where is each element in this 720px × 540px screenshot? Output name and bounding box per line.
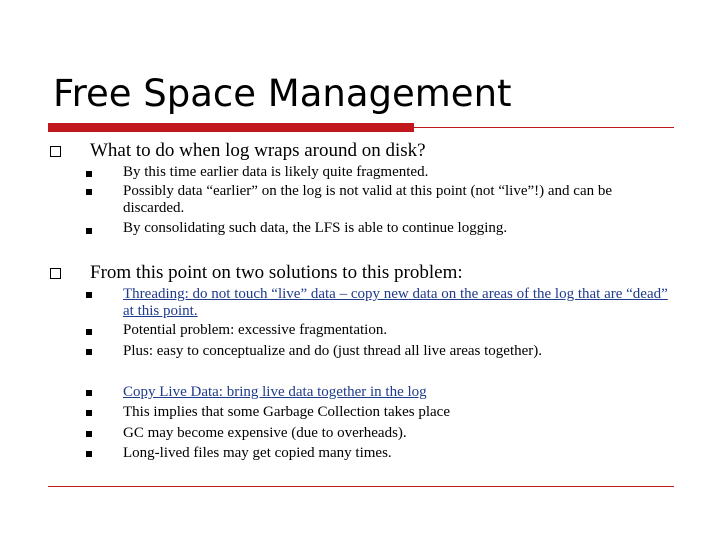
bullet-1-text: What to do when log wraps around on disk? (90, 140, 426, 161)
filled-square-bullet-icon (86, 451, 92, 457)
bullet-1-sub-1: By this time earlier data is likely quite fragmented. (123, 164, 429, 180)
filled-square-bullet-icon (86, 390, 92, 396)
hollow-square-bullet-icon (50, 268, 61, 279)
filled-square-bullet-icon (86, 431, 92, 437)
filled-square-bullet-icon (86, 349, 92, 355)
threading-link[interactable]: Threading: do not touch “live” data – copy new data on the areas of the log that are “dead” at this point. (123, 286, 668, 319)
hollow-square-bullet-icon (50, 146, 61, 157)
filled-square-bullet-icon (86, 292, 92, 298)
slide-title: Free Space Management (53, 72, 512, 115)
footer-rule (48, 486, 674, 487)
bullet-2-sub-7: Long-lived files may get copied many times. (123, 445, 392, 461)
copy-live-data-link[interactable] (123, 384, 673, 401)
bullet-1-sub-2: Possibly data “earlier” on the log is not valid at this point (not “live”!) and can be discarded. (123, 183, 613, 216)
filled-square-bullet-icon (86, 171, 92, 177)
filled-square-bullet-icon (86, 410, 92, 416)
bullet-2-text: From this point on two solutions to this problem: (90, 262, 463, 283)
filled-square-bullet-icon (86, 228, 92, 234)
filled-square-bullet-icon (86, 329, 92, 335)
bullet-2-sub-6: GC may become expensive (due to overheads). (123, 425, 407, 441)
copy-live-data-text[interactable]: Copy Live Data: bring live data together in the log (123, 384, 427, 400)
bullet-2-sub-5: This implies that some Garbage Collection takes place (123, 404, 450, 420)
bullet-1-sub-3: By consolidating such data, the LFS is able to continue logging. (123, 220, 508, 236)
bullet-2-sub-2: Potential problem: excessive fragmentation. (123, 322, 388, 338)
filled-square-bullet-icon (86, 189, 92, 195)
bullet-2-sub-3: Plus: easy to conceptualize and do (just thread all live areas together). (123, 343, 543, 359)
title-rule-thick (48, 123, 414, 132)
